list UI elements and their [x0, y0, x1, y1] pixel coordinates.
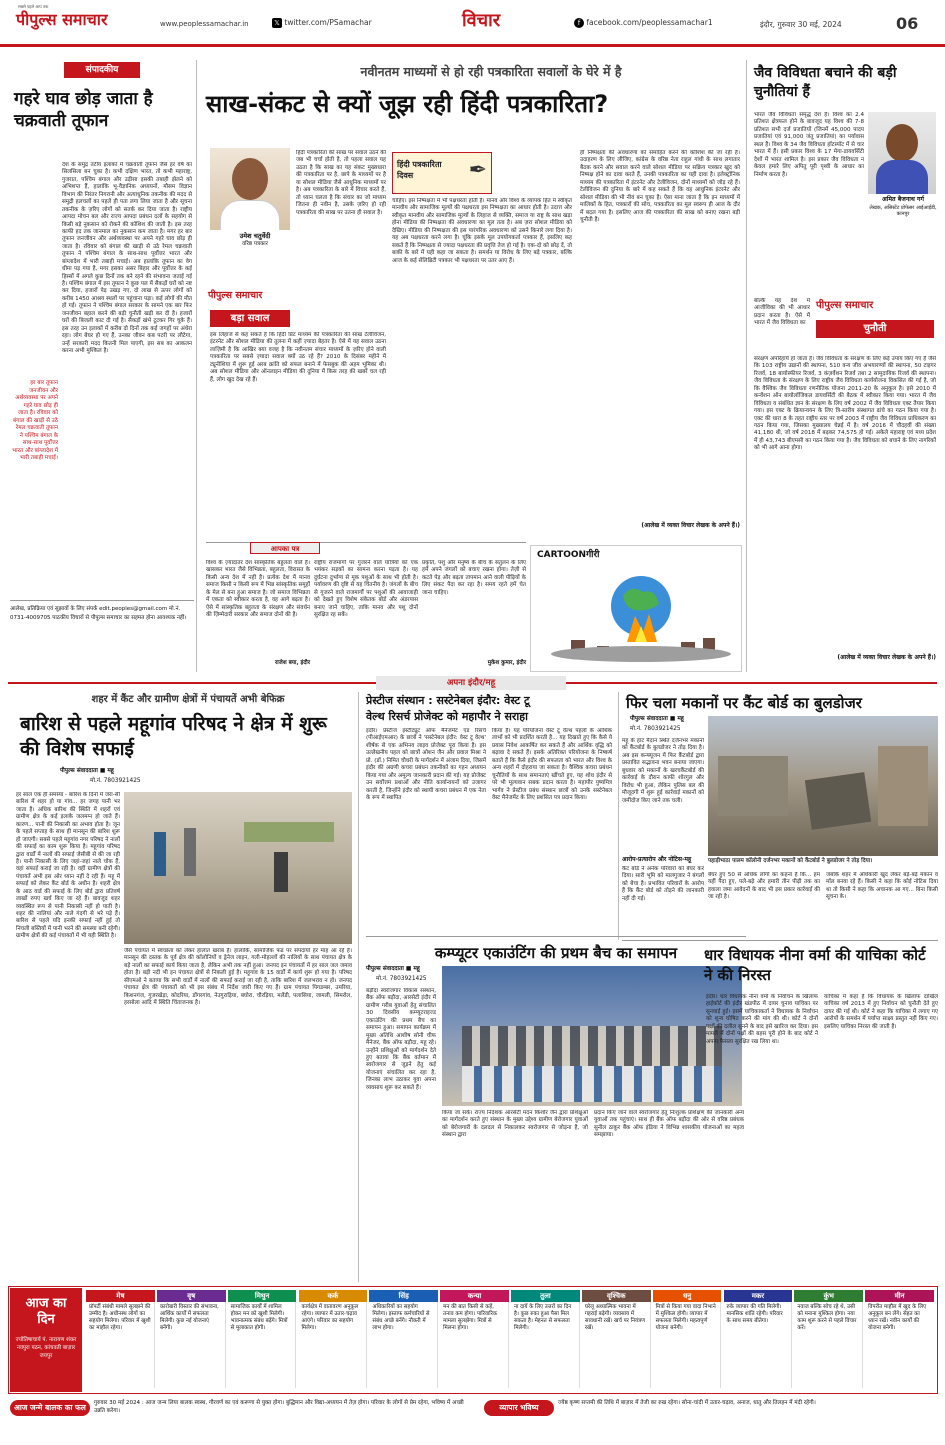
right-headline: जैव विविधता बचाने की बड़ी चुनौतियां हैं: [754, 65, 897, 100]
cant-subhead: आरोप-प्रत्यारोप और नोटिस-महू: [622, 856, 692, 863]
mhow-body2: जैसे पंचायत में स्वच्छता को लेकर हालात खराब हैं। हालांकि, सामाजिक फंड पर संपदायों हर माह आ रहे हैं। मानसून की दस्तक के पूर्व क्षेत्र की कॉलोनियों व ड्रेनेज लाइन, गली-मोहल्लों की नालियों के साथ पंचायत क्षेत्र के बड़े नालों का सफाई कार्य किया जाता है, लेकिन अभी तक नहीं हुआ। जनपद इन पंचायतों में हर साल जल जमाव होता है। बड़ी नदी भी इन पंचायत क्षेत्रों से निकली हुई है। महूगांव के 15 वार्डों में कार्य शुरू हो गया है। परिषद सीएमओ ने बताया कि सभी वार्डों में नालों की सफाई कराई जा रही है, ताकि बारिश में जलभराव न हो। जनपद पंचायत क्षेत्र की पंचायतों को भी इस संबंध में निर्देश जारी किए गए हैं। ग्राम पंचायत पिगडम्बर, उमरिया, किशनगंज, गुजरखेड़ा, कोदरिया, डोंगरगांव, नेउगुराड़िया, बघोरा, चौरड़िया, मलेंडी, पलासिया, जामली, सिमरोल, हरसोला आदि में स्थिति चिंताजनक है।: [124, 948, 352, 1007]
lead-footnote: (आलेख में व्यक्त विचार लेखक के अपने हैं।): [641, 522, 740, 529]
right-author-role: लेखक, असिस्टेंट प्रोफेसर आईआईडी, कानपुर: [869, 205, 937, 218]
section-title: विचार: [462, 10, 501, 31]
cant-photo-caption: पहाड़ीभाठा पालम कॉलोनी दर्जनभर मकानों को कैंटबोर्ड ने बुलडोजर ने तोड़ दिया।: [708, 858, 873, 864]
story-rule: [366, 936, 746, 937]
horoscope-sign-text: सामाजिक कार्यों में शामिल होकर मन को खुशी मिलेगी। भावनात्मक संबंध बढ़ेंगे। मित्रों से मुलाकात होगी।: [228, 1302, 297, 1388]
mhow-phone: मो.नं. 7803921425: [90, 778, 141, 784]
horoscope-sign-text: कारोबारी विस्तार की संभावना, आर्थिक कार्यों में सफलता मिलेगी। कुछ नई योजनाएं बनेंगी।: [157, 1302, 226, 1388]
prestige-kicker: प्रेस्टीज संस्थान : सस्टेनेबल इंदौर: वेस्ट टू: [366, 694, 530, 707]
mhow-kicker: शहर में कैंट और ग्रामीण क्षेत्रों में पंचायतें अभी बेफिक्र: [91, 694, 285, 705]
lead-col1b: इस लिहाज से कह सकते हैं कि हिंदी प्रिंट माध्यम की पत्रकारिता की साख टेलीविजन, इंटरनेट और सोशल मीडिया की तुलना में कहीं ज़्यादा बेहतर है। ऐसे में यह सवाल उठना लाज़िमी है कि आखिर क्या वजह है कि नवीनतम संचार माध्यमों के ज़रिए होने वाली पत्रकारिता पर सबसे ज़्यादा सवाल क्यों उठ रहे हैं? 2010 के दिसंबर महीने में ट्यूनीशिया में शुरू हुई अरब क्रांति को सफल बनाने में फेसबुक की अहम भूमिका थी। अब सोशल मीडिया और ऑनलाइन मीडिया की दुनिया में किस तरह की खबरें चल रही हैं, लोग खुद देख रहे हैं।: [210, 332, 386, 383]
lead-col3: ही निष्पक्षता की अवधारणा को समाहित करने की कोशिश की जा रही है। उदाहरण के लिए लीजिए, कांग्रेस के वरिष्ठ नेता राहुल गांधी के साथ लगातार बैठक करने और सवाल करने वाले सोशल मीडिया पर सक्रिय पत्रकार खुद को निष्पक्ष होने का दावा करते हैं, उनकी पत्रकारिता का यही दावा है। इलेक्ट्रॉनिक माध्यम की पत्रकारिता में इंटरनेट और टेलीविजन, दोनों माध्यमों को जोड़ रहे हैं। टेलीविजन की दुनिया के बारे में कह सकते हैं कि वह आधुनिक इंटरनेट और सोशल मीडिया की भी नीवं बन चुका है। ऐसा माना जाता है कि इन माध्यमों में मालिकों के हित, पत्रकारों की सोच, पत्रकारिता का मूल स्वरूप ही आज के दौर में बदल गया है। इसलिए आज की पत्रकारिता की साख को बनाए रखना बड़ी चुनौती है।: [580, 150, 740, 223]
right-author-photo: [868, 112, 936, 194]
horoscope-sign-title: कर्क: [299, 1290, 368, 1302]
horoscope-sign-title: तुला: [511, 1290, 580, 1302]
horoscope-sign-text: विपरीत माहौल में खुद के लिए अनुकूल बन लेंगे। सेहत का ध्यान रखें। नवीन कार्यों की योजना बनेगी।: [868, 1304, 927, 1332]
editorial-footer: आलेख, प्रतिक्रिया एवं सुझावों के लिए संपर्क edit.peoples@gmail.com मो.नं. 0731-4009705 पाठकीय विचारों से पीपुल्स समाचार का सहमत होना आवश्यक नहीं।: [10, 600, 194, 670]
letters-col1-sign: राजेश बया, इंदौर: [274, 660, 310, 666]
facebook-icon: f: [574, 18, 584, 28]
cant-body2: कैंट बोर्ड ने अनेक परिवारों को बेघर कर दिया। सारी भूमि को मालगुजार ने बंगलों को बेचा है। प्रभावित परिवारों के आरोप हैं कि कैंट बोर्ड को तोड़ने की जानकारी नहीं दी गई।: [622, 866, 704, 902]
lead-author-name: उमेश चतुर्वेदी: [239, 232, 271, 240]
horoscope-sign-text: मित्रों से किया गया वादा निभाने में मुश्किल होगी। व्यापार में सफलता मिलेगी। महत्वपूर्ण योजना बनेगी।: [653, 1302, 722, 1388]
right-body-mid: बल्कि यह देश में आजीविका की भी आधार प्रदान करता है। ऐसे में भारत में जैव विविधता का: [754, 298, 810, 327]
masthead: [0, 0, 945, 48]
horoscope-sign-text: अधिकारियों का सहयोग मिलेगा। इस्ताफ कर्मचारियों से संबंध अच्छे बनेंगे। नौकरी में लाभ होगा।: [369, 1302, 438, 1388]
website-link[interactable]: www.peoplessamachar.in: [160, 20, 249, 28]
mhow-headline: बारिश से पहले महूगांव परिषद ने क्षेत्र में शुरू की विशेष सफाई: [20, 713, 327, 760]
horoscope-sign-title: वृष: [157, 1290, 226, 1302]
editorial-label: संपादकीय: [64, 62, 140, 78]
lead-brand-logo: पीपुल्स समाचार: [208, 290, 263, 301]
facebook-link[interactable]: f facebook.com/peoplessamachar1: [574, 18, 713, 28]
editorial-section: [12, 62, 192, 672]
computer-group-photo: [442, 966, 742, 1106]
twitter-link[interactable]: 𝕏 twitter.com/PSamachar: [272, 18, 372, 28]
cant-headline: फिर चला मकानों पर कैंट बोर्ड का बुलडोजर: [626, 694, 862, 712]
horoscope-sign-text: कार्यक्षेत्र में वातावरण अनुकूल रहेगा। व्यापार में उतार-चढ़ाव आएंगे। परिवार का सहयोग मिलेगा।: [299, 1302, 368, 1388]
lead-author-photo: [210, 148, 290, 230]
prestige-headline: वेल्थ रिसर्च प्रोजेक्ट को महापौर ने सराहा: [366, 710, 528, 723]
horoscope-sign-title: कन्या: [440, 1290, 509, 1302]
prestige-body2: किया है। यह परियोजना वेस्ट टू वेल्थ पहलों के आर्थिक लाभों को भी प्रदर्शित करती है... यह दिखाते हुए कि कैसे ये प्रयास निवेश आकर्षित कर सकते हैं और आर्थिक वृद्धि को बढ़ावा दे सकते हैं। इसके अतिरिक्त परियोजना के निष्कर्ष बताते हैं कि कैसे इंदौर की सफलता को भारत और विश्व के अन्य शहरों में दोहराया जा सकता है। वैश्विक कचरा प्रबंधन चुनौतियों के साथ समानताएं खींचते हुए, यह शोध इंदौर से परे भी मूल्यवान सबक प्रदान करता है। महापौर पुष्यमित्र भार्गव ने प्रेस्टीज प्रबंध संस्थान छात्रों को उनके सस्टेनेबल वेस्ट मैनेजमेंट के लिए प्रशंसित पत्र प्रदान किया।: [492, 728, 612, 801]
horoscope-sign-text: प्रॉपर्टी संबंधी मामले सुलझने की उम्मीद है। अधीनस्थ लोगों का सहयोग मिलेगा। परिवार में खुशी का माहौल रहेगा।: [86, 1302, 155, 1388]
column-divider: [746, 60, 747, 672]
computer-headline: कम्प्यूटर एकाउंटिंग की प्रथम बैच का समापन: [434, 944, 678, 962]
horoscope-sign-text: नवाज बल्कि सोच रहे थे, उसी को मनाना मुश्किल होगा। नया काम शुरू करने से पहले विचार करें।: [794, 1302, 863, 1388]
cant-demolition-photo: [708, 716, 938, 856]
masthead-rule: [0, 44, 945, 47]
hindi-journalism-day-graphic: [392, 152, 492, 194]
horoscope-sign-title: सिंह: [369, 1290, 438, 1302]
horoscope-sign-title: मकर: [724, 1290, 793, 1302]
mhow-cleaning-photo: [124, 792, 352, 944]
prestige-body1: इंदौर। प्रेस्टीज इंस्टीट्यूट ऑफ मैनेजमेंट एंड रिसर्च (पीआईएमआर) के छात्रों ने 'सस्टेनेबल इंदौर: वेस्ट टू वेल्थ' शीर्षक से एक अभिनव लाइव प्रोजेक्ट पूरा किया है। इस उल्लेखनीय पहल को छात्रों ओशन जैन और प्रवाल मिश्रा ने प्रो. (डॉ.) निमित चौधरी के मार्गदर्शन में अंजाम दिया, जिसमें इंदौर की अग्रणी कचरा प्रबंधन तकनीकों का गहन अध्ययन किया गया और अमूल्य जानकारी प्रदान की गई। यह प्रोजेक्ट उन सर्वोत्तम प्रथाओं और नीति कार्यान्वयनों को उजागर करती है, जिन्होंने इंदौर को स्थायी कचरा प्रबंधन में एक नेता के रूप में स्थापित: [366, 728, 486, 801]
mhow-body1: हर साल एक ही समस्या - बारिश के दिनों में जरा-सी बारिश में शहर हो या गांव... हर जगह पानी भर जाता है। अधिक बारिश की स्थिति में शहरों एवं ग्रामीण क्षेत्र के कई इलाके जलमग्न हो जाते हैं। कारण... पानी की निकासी का अभाव होता है। जून के पहले सप्ताह के साथ ही मानसून की बारिश शुरू हो जाएगी। सबसे पहले महूगांव नगर परिषद ने नालों की सफाई का काम शुरू किया है। महूगांव परिषद द्वारा वार्डों में नालों की सफाई जेसीबी से की जा रही है। पानी निकासी के लिए जहां-जहां नाले चोक हैं, वहां सफाई कराई जा रही है। वहीं ग्रामीण क्षेत्रों की पंचायतें अभी इस ओर ध्यान नहीं दे रही हैं। महू में सफाई को लेकर कैंट बोर्ड के अधीन है। शहरी क्षेत्र के आठ वार्ड की सफाई के लिए बोर्ड द्वारा प्रतिवर्ष लाखों रुपए खर्च किए जा रहे हैं। बावजूद शहर व्यवस्थित रूप से पानी निकासी नहीं हो पाती है। शहर की नालियां और नाले गंदगी से भरे पड़े हैं। बारिश से पहले यदि इनकी सफाई नहीं हुई तो निचली बस्तियों में पानी भरने की समस्या बनी रहेगी। ग्रामीण क्षेत्रों की कई पंचायतों में भी यही स्थिति है।: [16, 792, 120, 940]
lead-col1: हिंदी पत्रकारिता की साख पर सवाल उठने की जब भी चर्चा होती है, तो पहला सवाल यह उठता है कि साख का यह संकट मुख्यधारा की पत्रकारिता पर है, छापे के माध्यमों पर है या सोशल मीडिया जैसे आधुनिक माध्यमों पर है। अब पत्रकारिता के बारे में विचार करते हैं, तो ध्यान चलता है कि संचार का जो माध्यम जितना ही नवीन है, उसके ज़रिए हो रही पत्रकारिता की साख पर उतना ही सवाल है।: [296, 150, 386, 216]
editorial-body: देश के समुद्र तटीय इलाकों में चक्रवाती तूफान जैसे हर वर्ष का सिलसिला बन चुका है। कभी दक्षिण भारत, तो कभी महाराष्ट्र, गुजरात, पश्चिम बंगाल और उड़ीसा इसकी तबाही झेलने को अभिशप्त हैं, हालांकि भू-वैज्ञानिक अध्ययनों, मौसम विज्ञान विभाग की निरंतर निगरानी और अत्याधुनिक तकनीक की मदद से समुद्री हलचलों का पहले ही पता लगा लिया जाता है और सूचना तकनीक के ज़रिए लोगों को सतर्क कर दिया जाता है। राष्ट्रीय आपदा मोचन बल और राज्य आपदा प्रबंधन दलों के सहयोग से किसी बड़े नुकसान को रोकने की कोशिश की जाती है। इस तरह काफी हद तक जानमाल का नुकसान कम जाता है। मगर हर बार तूफान जनजीवन और अर्थव्यवस्था पर अपने गहरे घाव छोड़ ही जाता है। रविवार को बंगाल की खाड़ी से उठे रेमल चक्रवाती तूफान ने पश्चिम बंगाल के साथ-साथ पूर्वोत्तर भारत और बांग्लादेश में भारी तबाही मचाई। अब हालांकि तूफान का वेग धीमा पड़ गया है, मगर इसका असर बिहार और पूर्वोत्तर के कई हिस्सों में अगले कुछ दिनों तक बने रहने की संभावना जताई गई है। पश्चिम बंगाल में इस तूफान ने कुछ पल में सैकड़ों घरों को नष्ट कर दिया, हजारों पेड़ उखड़ गए, दो लाख से ऊपर लोगों को करीब 1450 आश्रय स्थलों पर पहुंचाना पड़ा। कई लोगों की मौत हो गई। तूफान ने पश्चिम बंगाल सरकार के सामने एक बार फिर जनजीवन बहाल करने की बड़ी चुनौती खड़ी कर दी है। हजारों घरों की बिजली काट दी गई है। सैकड़ों खंभे टूटकर गिर चुके हैं। इस तरह उन इलाकों में करीब दो दिनों तक कई जगहों पर अंधेरा रहा। लोग बेघर हो गए हैं, उनका जीवन कब पटरी पर लौटेगा, उन्हें सरकारी मदद कितनी मिल पाएगी, इस सब का आकलन करना अभी मुश्किल है।: [62, 162, 192, 354]
local-section-banner: अपना इंदौर/महू: [376, 676, 566, 690]
story-rule: [622, 940, 938, 941]
lead-badge: बड़ा सवाल: [210, 310, 290, 327]
letters-col1: विश्व के ज़्यादातर देश सांस्कृतिक बहुलता वाले हैं। खासकर भारत जैसे विभिन्नता, बहुलता, विरासत के किसी अन्य देश में नहीं है। प्रत्येक देश में मानव समाज किसी न किसी रूप में भिन्न सांस्कृतिक समूहों के मेल से बना हुआ समाज है। जो समाज विभिन्नता में एकता को स्वीकार करता है, वह आगे बढ़ता है। ऐसे में सांस्कृतिक बहुलता के संरक्षण और संवर्धन की ज़िम्मेदारी सरकार और समाज दोनों की है।: [206, 560, 310, 619]
right-brand-logo: पीपुल्स समाचार: [816, 300, 874, 311]
birthday-label: आज जन्मे बालक का फल: [10, 1400, 90, 1416]
cartoon-illustration: [531, 546, 742, 672]
logo-tagline: सबसे पहले आप तक: [18, 4, 49, 9]
cant-phone: मो.नं. 7803921425: [630, 726, 681, 732]
horoscope-sign-title: कुंभ: [794, 1290, 863, 1302]
letters-col2: राष्ट्रीय राजमार्गों पर गुजरने वाले यात्रियों को एक भयंकर सड़कों का सामना करना पड़ता है। यह दुर्घटना दुर्भाग्य से मूक पशुओं के साथ भी होती है। पर्यावरण की दृष्टि से यह चिंतनीय है। जंगलों के बीच से गुजरने वाले राजमार्गों पर पशुओं की आवाजाही को देखते हुए विशेष संकेतक बोर्ड और अंडरपास बनाए जाने चाहिए, ताकि मानव और पशु दोनों सुरक्षित रह सकें।: [314, 560, 418, 619]
logo: [16, 10, 166, 32]
lead-col2: चाहिए। इस निष्पक्षता में भी पक्षधरता होती है। मानव और विश्व के व्यापक हित में स्वीकृत मानवीय और सामाजिक मूल्यों की पक्षधरता इस निष्पक्षता का आधार होती है। उदात्त और स्वीकृत मानवीय और सामाजिक मूल्यों के लिहाज से व्यक्ति, समाज या राष्ट्र के साथ खड़ा होना मीडिया की निष्पक्षता की अवधारणा का मूल तत्व है। अब ज़रा सोशल मीडिया को देखिए। मीडिया की निष्पक्षता की इस पारंपरिक अवधारणा को उसने किनारे लगा दिया है। यह अब पक्षधरता करने लगा है। चूंकि इसके मूल उपयोगकर्ता पत्रकार हैं, इसलिए कह सकते हैं कि निष्पक्षता से ज्यादा पक्षधरता की प्रवृत्ति तेज हो गई है। एक-दो को छोड़ दें, तो बाकी के बारे में यही कहा जा सकता है। समर्थन या विरोध के लिए बड़े पत्रकार, बल्कि आज के कई सेलिब्रिटी पत्रकार भी पक्षधरता पर उतर आए हैं।: [392, 198, 572, 264]
cartoon-panel: [530, 545, 742, 672]
business-label: व्यापार भविष्य: [484, 1400, 554, 1416]
cant-body4: जबकि शहर में अधिकारी खुद लेकर बड़े-बड़े मकान व मॉल बनवा रहे हैं। किसी ने कहा कि कोई नोटिस दिया था तो किसी ने कहा कि अचानक आ गए... बिना किसी सूचना के।: [826, 872, 938, 901]
computer-body3: प्रदान किए जाने वाले स्वरोजगार हेतु निःशुल्क प्रशिक्षण की जानकारी अन्य युवाओं तक पहुंचाएं। साथ ही बैंक ऑफ बड़ौदा की ओर से वरिष्ठ प्रबंधक सुनील ठाकुर बैंक ऑफ इंडिया ने विभिन्न शासकीय योजनाओं का महत्व समझाया।: [594, 1110, 744, 1139]
column-divider: [196, 60, 197, 672]
computer-body2: किया जा सके। राज्य निदेशक आरसेटी मदन किशोर जैन द्वारा प्रशिक्षुओं का मार्गदर्शन करते हुए संस्थान के मुख्य उद्देश्य ग्रामीण बेरोजगार युवाओं को बेरोजगारी के दलदल से निकालकर स्वरोजगार से जोड़ना है, जो संस्थान द्वारा: [442, 1110, 588, 1139]
horoscope-sign-text: घरेलू अध्यात्मिक भावना में गहराई बढ़ेगी। व्यवसाय में सावधानी रखें। खर्च पर नियंत्रण रखें।: [582, 1302, 651, 1388]
horoscope-box: [10, 1288, 82, 1392]
horoscope-sign-title: मीन: [865, 1290, 934, 1302]
letters-col3: प्रकृति, पशु और मनुष्य के बीच के संतुलन के लिए हमें अपने जंगलों को बचाए रखना होगा। तेज़ी से कटते पेड़ और बढ़ता तापमान आने वाली पीढ़ियों के लिए संकट पैदा कर रहा है। समय रहते हमें चेत जाना चाहिए।: [422, 560, 526, 596]
dhar-body2: याचिका में कहा है कि विधायक के खिलाफ दाखिल याचिका वर्ष 2013 में हुए निर्वाचन को चुनौती देते हुए दायर की गई थी। कोर्ट ने कहा कि याचिका में लगाए गए आरोपों के समर्थन में पर्याप्त साक्ष्य प्रस्तुत नहीं किए गए। इसलिए याचिका निरस्त की जाती है।: [824, 994, 938, 1030]
computer-byline: पीपुल्स संवाददाता ■ महू: [366, 966, 420, 972]
dhar-body1: इंदौर। धार विधायक नीना वर्मा के निर्वाचन के खिलाफ हाईकोर्ट की इंदौर खंडपीठ में दायर चुनाव याचिका पर सुनवाई हुई। इसमें याचिकाकर्ता ने विधायक के निर्वाचन को शून्य घोषित करने की मांग की थी। कोर्ट ने दोनों पक्षों की दलील सुनने के बाद इसे खारिज कर दिया। इस मामले में दोनों पक्षों की बहस पूरी होने के बाद कोर्ट ने अपना फैसला सुरक्षित रख लिया था।: [706, 994, 818, 1045]
horoscope-sign-title: वृश्चिक: [582, 1290, 651, 1302]
horoscope-sign-text: मन की बात किसी से कहें, तनाव कम होगा। पारिवारिक मामला सुलझेगा। मित्रों से मिलना होगा।: [440, 1302, 509, 1388]
horoscope-sign-text: ना दायें के लिए उत्तरों का दिन है। कुछ रुका हुआ पैसा मिल सकता है। मेहनत से सफलता मिलेगी।: [511, 1302, 580, 1388]
cant-body1: महू के हाट मैदान स्थित दर्जनभर मकानों को कैंटबोर्ड के बुलडोजर ने तोड़ दिया है। अब इस कन्फ्यूजन में फिर कैंटबोर्ड द्वारा प्रस्तावित सद्भावना भवन बनाया जाएगा। बुधवार को मकानों के खरचकैंटबोर्ड की कार्रवाई के दौरान काफी शोरगुल और विरोध भी हुआ, लेकिन पुलिस बल की मौजूदगी में शुरू हुई कार्रवाई मकानों को जमींदोज किए जाने तक चली।: [622, 738, 704, 804]
horoscope-sign-title: मेष: [86, 1290, 155, 1302]
right-body-top: भारत जैव विविधता समृद्ध देश है। विश्व का 2.4 प्रतिशत क्षेत्रफल होने के बावजूद यह विश्व की 7-8 प्रतिशत सभी दर्ज प्रजातियों (जिनमें 45,000 पादप प्रजातियां एवं 91,000 जंतु प्रजातियां) का पर्यावास स्थल है। विश्व के 34 जैव विविधता हॉटस्पॉट में से चार भारत में हैं। इसी प्रकार विश्व के 17 मेगा-डायवर्सिटी देशों में भारत शामिल है। इस प्रकार जैव विविधता न केवल हमारे लिए अपितु पूरी पृथ्वी के आधार का निर्माण करता है।: [754, 112, 864, 178]
computer-phone: मो.नं. 7803921425: [376, 976, 427, 982]
column-divider: [358, 692, 359, 1282]
letters-label: आपका पत्र: [250, 542, 320, 554]
dateline: इंदौर, गुरुवार 30 मई, 2024: [760, 20, 842, 29]
lead-kicker: नवीनतम माध्यमों से हो रही पत्रकारिता सवालों के घेरे में है: [360, 64, 622, 79]
page-number: 06: [896, 14, 919, 33]
birthday-text: गुरुवार 30 मई 2024 : आज जन्म लिया बालक स्वस्थ, गौरवर्ण का एवं करूणा से युक्त होगा। बुद्धिमान और विद्या-अध्ययन में तेज़ होगा। परिवार के लोगों से प्रेम रहेगा, भविष्य में अच्छी उन्नति करेगा।: [94, 1400, 464, 1414]
logo-text: पीपुल्स समाचार: [16, 10, 108, 29]
computer-body1: बड़ौदा स्वरोजगार विकास संस्थान, बैंक ऑफ बड़ौदा, आरसेटी इंदौर में ग्रामीण गरीब युवाओं हेतु संचालित 30 दिवसीय कम्प्यूटराइज्ड एकाउंटिंग की प्रथम बैच का समापन हुआ। समापन कार्यक्रम में मुख्य अतिथि आशीष सोनी चीफ मैनेजर, बैंक ऑफ बड़ौदा, महू रहे। उन्होंने प्रशिक्षुओं को मार्गदर्शन देते हुए बताया कि बैंक वर्तमान में स्वरोजगार से जुड़ने हेतु कई योजनाएं संचालित कर रहा है, जिनका लाभ उठाकर युवा अपना व्यवसाय शुरू कर सकते हैं।: [366, 988, 436, 1091]
horoscope-sign-text: रुके व्यापार की गति मिलेगी। मानसिक शांति रहेगी। परिवार के साथ समय बीतेगा।: [724, 1302, 793, 1388]
right-badge: चुनौती: [816, 320, 934, 338]
column-divider: [618, 692, 619, 940]
editorial-pullquote: हर बार तूफान जनजीवन और अर्थव्यवस्था पर अपने गहरे घाव छोड़ ही जाता है। रविवार को बंगाल की खाड़ी से उठे रेमल चक्रवाती तूफान ने पश्चिम बंगाल के साथ-साथ पूर्वोत्तर भारत और बांग्लादेश में भारी तबाही मचाई।: [12, 380, 58, 462]
horoscope-sign-title: मिथुन: [228, 1290, 297, 1302]
right-body-bottom: संरक्षण अपरिहार्य हो जाता है। जैव विविधता के संरक्षण के लिए कई उपाय किए गए हैं जैसे कि 103 राष्ट्रीय उद्यानों की स्थापना, 510 वन्य जीव अभयारण्यों की स्थापना, 50 टाइगर रिजर्व, 18 बायोस्फीयर रिजर्व, 3 कंज़र्वेशन रिजर्व तथा 2 सामुदायिक रिजर्व की स्थापना। जैव विविधता के संरक्षण के लिए राष्ट्रीय जैव विविधता कार्ययोजना विकसित की गई है, जो कि वैश्विक जैव विविधता रणनीतिक योजना 2011-20 के अनुकूल है। इसे 2010 में कन्वेंशन ऑन बायोलॉजिकल डायवर्सिटी की बैठक में स्वीकार किया गया। भारत में जैव विविधता व संबंधित ज्ञान के संरक्षण के लिए वर्ष 2002 में जैव विविधता एक्ट तैयार किया गया। इस एक्ट के क्रियान्वयन के लिए त्रि-स्तरीय संस्थागत ढांचे का गठन किया गया है। एक्ट की धारा 8 के तहत राष्ट्रीय स्तर पर वर्ष 2003 में राष्ट्रीय जैव विविधता प्राधिकरण का गठन किया गया, जिसका मुख्यालय चेन्नई में है। वर्ष 2016 में चौदहवीं की संख्या 41,180 थी, जो वर्ष 2018 में बढ़कर 74,575 हो गई। अकेले महाराष्ट्र एवं मध्य प्रदेश में ही 43,743 बीएमसी का गठन किया गया है। जैव विविधता को बचाने के लिए नागरिकों को भी आगे आना होगा।: [754, 356, 936, 452]
quill-icon: ✒: [468, 158, 487, 183]
horoscope-box-title: आज का दिन: [25, 1296, 67, 1327]
business-text: ज्येष्ठ कृष्ण सप्तमी की तिथि में बाज़ार में तेजी का रुख रहेगा। सोना-चांदी में उतार-चढ़ाव, अनाज, धातु और तिलहन में मंदी रहेगी।: [558, 1400, 816, 1406]
lead-author-role: वरिष्ठ पत्रकार: [242, 241, 268, 247]
mhow-byline: पीपुल्स संवाददाता ■ महू: [60, 768, 114, 774]
editorial-headline: गहरे घाव छोड़ जाता है चक्रवाती तूफान: [14, 89, 153, 132]
x-icon: 𝕏: [272, 18, 282, 28]
cartoon-label: CARTOONगीरी: [537, 550, 600, 560]
horoscope-box-text: ज्योतिषाचार्य पं. नारायण शंकर नवपुरा पठन, कांचवती बाज़ार जयपुर: [15, 1337, 77, 1359]
horoscope-sign-title: धनु: [653, 1290, 722, 1302]
cant-body3: बेघर हुए 50 से अधिक लोगों का कहना है कि... हम यहीं पैदा हुए, पले-बढ़े और हमारी तीन पीढ़ी तक का हवाला जमा आवेदनों के बाद भी इस प्रकार कार्रवाई की जा रही है।: [708, 872, 820, 901]
right-author-name: अमित बैजनाथ गर्ग: [882, 196, 924, 203]
lead-headline: साख-संकट से क्यों जूझ रही हिंदी पत्रकारिता?: [206, 90, 609, 118]
letters-col3-sign: मुकेश कुमार, इंदौर: [487, 660, 526, 666]
right-footnote: (आलेख में व्यक्त विचार लेखक के अपने हैं।): [837, 654, 936, 661]
dhar-headline: धार विधायक नीना वर्मा की याचिका कोर्ट ने की निरस्त: [704, 946, 926, 984]
graphic-caption: हिंदी पत्रकारिता दिवस: [397, 160, 442, 181]
cant-byline: पीपुल्स संवाददाता ■ महू: [630, 716, 684, 722]
